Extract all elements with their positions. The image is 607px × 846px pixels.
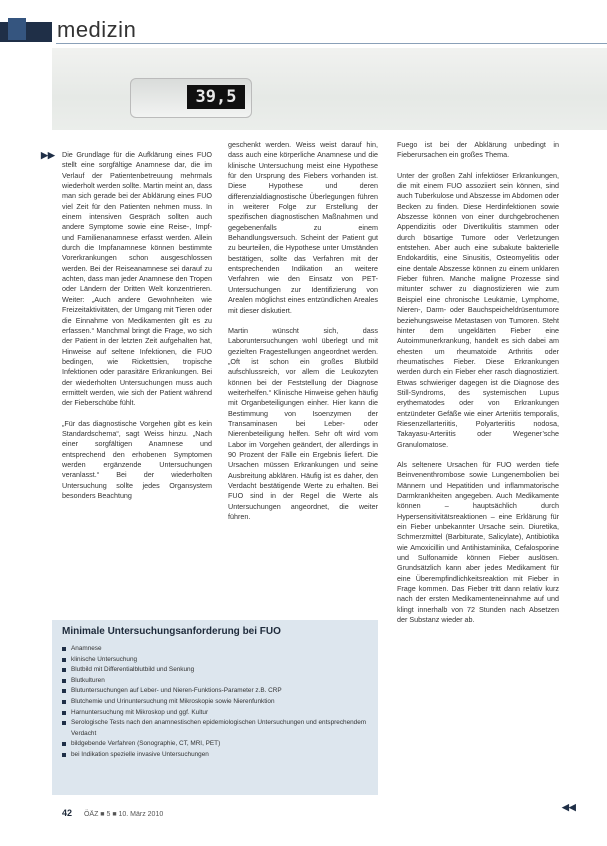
page-footer	[62, 808, 163, 818]
start-arrow-icon: ▶▶	[41, 150, 55, 160]
section-tab	[8, 18, 26, 40]
paragraph: Martin wünscht sich, dass Laboruntersuchungen wohl überlegt und mit gezielten Fragestellungen angeordnet werden. „Oft ist schon ein großes Blutbild aufschlussreich, vor allem die Leukozyten können bei der Feststellung der Diagnose weiterhelfen.“ Klinische Hinweise gehen häufig mit Organbeteiligungen einher. Hier kann die Bestimmung von Isoenzymen der Transaminasen bei Leber- oder Nierenbeteiligung helfen. Sehr oft wird vom Labor im Vorgehen geändert, der allerdings in 90 Prozent der Fälle ein Ergebnis liefert. Die Ursachen müssen Erkrankungen und seine Ausbreitung abklären. Häufig ist es daher, den Verdacht bestätigende Werte zu erhalten. Bei FUO sind in der Regel die Werte als Untersuchungen angeordnet, die weiter führen.	[228, 325, 378, 522]
publication-info: ÖÄZ ■ 5 ■ 10. März 2010	[83, 811, 164, 818]
thermometer	[130, 78, 252, 118]
paragraph: „Für das diagnostische Vorgehen gibt es kein Standardschema“, sagt Weiss hinzu. „Nach einer sorgfältigen Anamnese und entsprechend den erhobenen Symptomen werden ergänzende Untersuchungen veranlasst.“ Bei der wiederholten Untersuchung sollte jedes Organsystem besonders Beachtung	[62, 418, 212, 500]
list-item: bildgebende Verfahren (Sonographie, CT, MRI, PET)	[62, 739, 372, 750]
header-rule	[56, 43, 607, 44]
list-item: bei Indikation spezielle invasive Untersuchungen	[62, 750, 372, 761]
list-item: Anamnese	[62, 644, 372, 655]
info-box-title: Minimale Untersuchungsanforderung bei FUO	[62, 626, 281, 637]
info-box	[52, 620, 378, 795]
list-item: Blutuntersuchungen auf Leber- und Nieren-Funktions-Parameter z.B. CRP	[62, 686, 372, 697]
info-box-list	[62, 644, 372, 761]
list-item: Serologische Tests nach den anamnestischen epidemiologischen Untersuchungen und entsprechendem Verdacht	[62, 718, 372, 739]
paragraph: Die Grundlage für die Aufklärung eines FUO stellt eine sorgfältige Anamnese dar, die im Verlauf der Patientenbetreuung mehrmals wiederholt werden sollte. Martin meint an, dass man sich gerade bei der Abklärung eines FUO viel Zeit für den Patienten nehmen muss. In einem intensiven Gespräch sollten auch andere Symptome sowie eine Reise-, Impf- und Familienanamnese erfasst werden. Allein durch die Impfanamnese können bestimmte Vorerkrankungen schon ausgeschlossen werden. Bei der Reiseanamnese sei darauf zu achten, dass man jeder Anamnese den Tropen oder Ländern der Dritten Welt konzentrieren. Weiter: „Auch andere Gewohnheiten wie Freizeitaktivitäten, der Umgang mit Tieren oder die Einnahme von Medikamenten gilt es zu erfassen.“ Manchmal bringt die Frage, wo sich der Patient in der letzten Zeit aufgehalten hat, Hinweise auf seltene Infektionen, die FUO bedingen, wie Rickettsien, tropische Infektionen oder parasitäre Erkrankungen. Bei der wiederholten Untersuchungen muss auch ermittelt werden, wie sich der Patient während der Fieberschübe fühlt.	[62, 150, 212, 408]
list-item: Blutchemie und Urinuntersuchung mit Mikroskopie sowie Nierenfunktion	[62, 697, 372, 708]
list-item: Blutbild mit Differentialblutbild und Senkung	[62, 665, 372, 676]
thermometer-photo	[52, 48, 607, 130]
thermometer-display: 39,5	[187, 85, 245, 109]
list-item: Harnuntersuchung mit Mikroskop und ggf. Kultur	[62, 708, 372, 719]
section-title: medizin	[57, 17, 137, 42]
list-item: Blutkulturen	[62, 676, 372, 687]
article-column-2	[228, 140, 378, 532]
page-number: 42	[62, 808, 73, 818]
article-column-1	[62, 150, 212, 511]
paragraph: geschenkt werden. Weiss weist darauf hin, dass auch eine körperliche Anamnese und die klinische Untersuchung meist eine Hypothese für den Ursprung des Fiebers vorhanden ist. Diese Hypothese und deren differenzialdiagnostische Überlegungen führen in weiterer Folge zur Erstellung der spezifischen diagnostischen Maßnahmen und gegebenenfalls zu einem Behandlungsversuch. Scheint der Patient gut zu beurteilen, die Hypothese unter Umständen bestätigen, sollte das Verfahren mit der entsprechenden Indikation an weitere Verfahren wie den Einsatz von PET-Untersuchungen zur Identifizierung von Arealen möglichst eines entzündlichen Areales mit dieser diskutiert.	[228, 140, 378, 315]
paragraph: Fuego ist bei der Abklärung unbedingt in Fieberursachen ein großes Thema.	[397, 140, 559, 160]
list-item: klinische Untersuchung	[62, 655, 372, 666]
paragraph: Als seltenere Ursachen für FUO werden tiefe Beinvenenthrombose sowie Lungenembolien bei Männern und Hepatitiden und inflammatorische Darmkrankheiten angegeben. Auch Medikamente können – hauptsächlich durch Hypersensitivitätsreaktionen – eine Erklärung für ein Fieber unbekannter Ursache sein. Diuretika, Schmerzmittel (Barbiturate, Salicylate), Antibiotika wie Amoxicillin und Antihistaminika, Cefalosporine und Sulfonamide können Fieber auslösen. Grundsätzlich kann aber jedes Medikament für eine Überempfindlichkeitsreaktion mit Fieber in Frage kommen. Das Fieber tritt dann relativ kurz nach der ersten Medikamenteneinnahme auf und klingt innerhalb von 72 Stunden nach Absetzen der Substanz wieder ab.	[397, 459, 559, 625]
paragraph: Unter der großen Zahl infektiöser Erkrankungen, die mit einem FUO assoziiert sein können, sind auch Tuberkulose und Abszesse im Abdomen oder Becken zu finden. Diese Herdinfektionen sowie Abszesse können von einer durchgebrochenen Appendizitis oder Divertikulitis stammen oder durch bösartige Tumore oder Verletzungen entstehen. Aber auch eine subakute bakterielle Endokarditis, eine Sinusitis, Osteomyelitis oder eine dentale Abszesse können zu einem unklaren Fieber führen. Manche maligne Prozesse sind mitunter schwer zu diagnostizieren wie zum Beispiel eine chronische Leukämie, Lymphome, Nieren-, Darm- oder Bauchspeicheldrüsentumore beziehungsweise Metastasen von Tumoren. Steht hinter dem ungeklärten Fieber eine Autoimmunerkrankung, handelt es sich dabei am ehesten um rheumatoide Arthritis oder rheumatisches Fieber. Diese Erkrankungen werden durch ein Fieber eher rasch diagnostiziert. Etwas schwieriger dagegen ist die Diagnose des Still-Syndroms, des systemischen Lupus erythematodes oder von Erkrankungen entzündeter Gefäße wie einer Arteriitis temporalis, Riesenzellarteriitis, Polyarteriitis nodosa, Takayasu-Arteriitis oder Wegener’sche Granulomatose.	[397, 170, 559, 449]
article-column-3	[397, 140, 559, 635]
end-arrow-icon: ◀◀	[562, 802, 576, 812]
